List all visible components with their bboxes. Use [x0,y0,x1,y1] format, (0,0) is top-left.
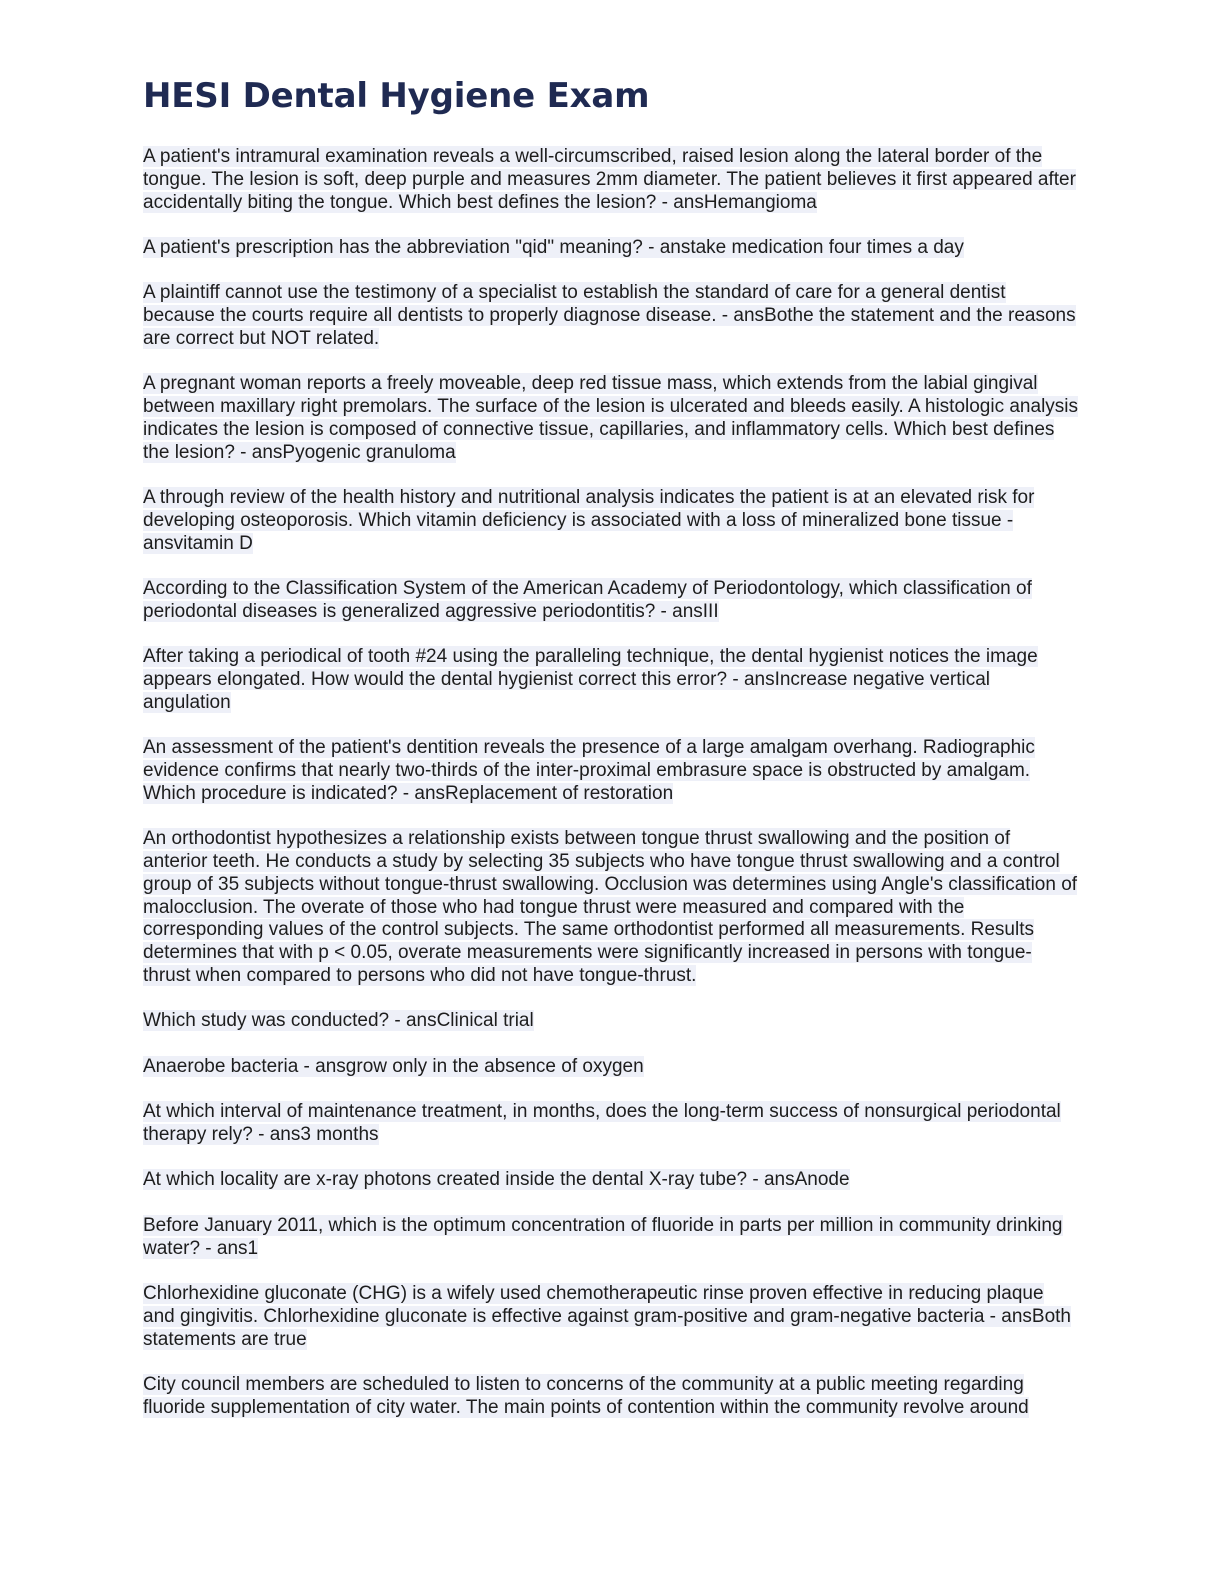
qa-entry [143,373,1078,464]
qa-entry [143,828,1078,988]
qa-text: Which study was conducted? - ansClinical trial [143,1010,534,1032]
qa-text: At which interval of maintenance treatment, in months, does the long-term success of nonsurgical periodontal therapy rely? - ans3 months [143,1101,1061,1146]
qa-text: At which locality are x-ray photons created inside the dental X-ray tube? - ansAnode [143,1169,850,1191]
qa-text: An assessment of the patient's dentition reveals the presence of a large amalgam overhang. Radiographic evidence confirms that nearly two-thirds of the inter-proximal embrasure space is obstructed by amalgam. Which procedure is indicated? - ansReplacement of restoration [143,737,1035,804]
qa-text: An orthodontist hypothesizes a relationship exists between tongue thrust swallowing and the position of anterior teeth. He conducts a study by selecting 35 subjects who have tongue thrust swallowing and a control group of 35 subjects without tongue-thrust swallowing. Occlusion was determines using Angle's classification of malocclusion. The overate of those who had tongue thrust were measured and compared with the corresponding values of the control subjects. The same orthodontist performed all measurements. Results determines that with p < 0.05, overate measurements were significantly increased in persons with tongue-thrust when compared to persons who did not have tongue-thrust. [143,828,1078,987]
qa-text: After taking a periodical of tooth #24 using the paralleling technique, the dental hygienist notices the image appears elongated. How would the dental hygienist correct this error? - ansIncrease negative vertical angulation [143,646,1038,713]
qa-text: Before January 2011, which is the optimum concentration of fluoride in parts per million in community drinking water? - ans1 [143,1214,1063,1259]
qa-text: A patient's intramural examination reveals a well-circumscribed, raised lesion along the lateral border of the tongue. The lesion is soft, deep purple and measures 2mm diameter. The patient believes it first appeared after accidentally biting the tongue. Which best defines the lesion? - ansHemangioma [143,146,1076,213]
qa-entry [143,1215,1078,1261]
qa-text: A pregnant woman reports a freely moveable, deep red tissue mass, which extends from the labial gingival between maxillary right premolars. The surface of the lesion is ulcerated and bleeds easily. A histologic analysis indicates the lesion is composed of connective tissue, capillaries, and inflammatory cells. Which best defines the lesion? - ansPyogenic granuloma [143,373,1079,463]
qa-entry [143,282,1078,350]
qa-entry [143,1283,1078,1351]
document-title: HESI Dental Hygiene Exam [143,76,650,116]
qa-entry [143,1056,1078,1079]
qa-text: Anaerobe bacteria - ansgrow only in the absence of oxygen [143,1055,644,1077]
qa-text: According to the Classification System of the American Academy of Periodontology, which classification of periodontal diseases is generalized aggressive periodontitis? - ansIII [143,578,1032,622]
qa-entry [143,146,1078,214]
qa-entry [143,1101,1078,1147]
qa-text: Chlorhexidine gluconate (CHG) is a wifely used chemotherapeutic rinse proven effective in reducing plaque and gingivitis. Chlorhexidine gluconate is effective against gram-positive and gram-negative bacteria - ansBoth statements are true [143,1283,1072,1350]
qa-entry [143,237,1078,260]
qa-entry [143,487,1078,555]
qa-text: A plaintiff cannot use the testimony of a specialist to establish the standard of care for a general dentist because the courts require all dentists to properly diagnose disease. - ansBothe the statement and the reasons are correct but NOT related. [143,282,1076,349]
qa-text: A patient's prescription has the abbreviation "qid" meaning? - anstake medication four times a day [143,236,964,258]
qa-entry [143,1169,1078,1192]
qa-entry [143,1374,1078,1420]
document-page [143,72,1078,1442]
qa-entry [143,646,1078,714]
qa-text: A through review of the health history and nutritional analysis indicates the patient is at an elevated risk for developing osteoporosis. Which vitamin deficiency is associated with a loss of mineralized bone tissue - ansvitamin D [143,487,1035,554]
qa-entry [143,578,1078,624]
qa-entry [143,1010,1078,1033]
qa-text: City council members are scheduled to listen to concerns of the community at a public meeting regarding fluoride supplementation of city water. The main points of contention within the community revolve around [143,1373,1029,1418]
qa-entry [143,737,1078,805]
